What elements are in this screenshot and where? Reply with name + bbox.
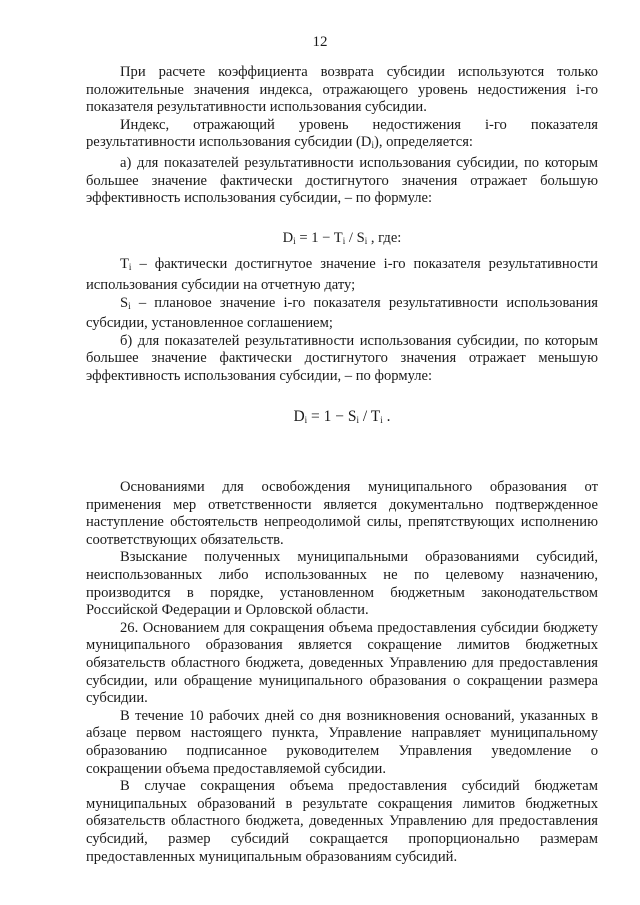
definition-s: [86, 295, 598, 333]
definition-t: [86, 256, 598, 294]
symbol-s: S: [120, 294, 129, 311]
formula-a-part-1: = 1 − T: [295, 229, 343, 246]
paragraph-clause-26: 26. Основанием для сокращения объема предоставления субсидии бюджету муниципального образования является сокращение лимитов бюджетных обязательств областного бюджета, доведенных Управлению для предоставления субсидии, или обращение муниципального образования о сокращении размера субсидии.: [86, 619, 598, 707]
paragraph-case-b: б) для показателей результативности использования субсидии, по которым большее значение фактически достигнутого значения отражает меньшую эффективность использования субсидии, – по формуле:: [86, 332, 598, 384]
paragraph-case-a: а) для показателей результативности использования субсидии, по которым большее значение фактически достигнутого значения отражает большую эффективность использования субсидии, – по формуле:: [86, 154, 598, 207]
index-definition-text: Индекс, отражающий уровень недостижения i-го показателя результативности использования субсидии (: [86, 116, 598, 151]
formula-case-a: [86, 230, 598, 251]
paragraph-coefficient-note: При расчете коэффициента возврата субсидии используются только положительные значения индекса, отражающего уровень недостижения i-го показателя результативности использования субсидии.: [86, 64, 598, 116]
formula-a-sub-3: i: [364, 235, 368, 246]
index-symbol: D: [360, 134, 372, 151]
paragraph-proportional-reduction: В случае сокращения объема предоставления субсидий бюджетам муниципальных образований в результате сокращения лимитов бюджетных обязательств областного бюджета, доведенных Управлению для предоставления субсидий, размер субсидий сокращается пропорционально размерам предоставленных муниципальным образованиям субсидий.: [86, 778, 598, 865]
formula-a-part-2: / S: [345, 229, 365, 246]
index-definition-tail: ), определяется:: [373, 134, 473, 151]
formula-a-sub-1: i: [293, 235, 296, 246]
formula-a-sub-2: i: [342, 235, 346, 246]
document-body: [86, 64, 598, 866]
formula-b-part-3: .: [382, 407, 391, 425]
formula-b-part-1: = 1 − S: [307, 407, 357, 425]
formula-b-sub-3: i: [380, 414, 383, 425]
definition-t-text: – фактически достигнутое значение i-го показателя результативности использования субсидии на отчетную дату;: [86, 256, 598, 293]
paragraph-force-majeure: Основаниями для освобождения муниципального образования от применения мер ответственности является документально подтвержденное наступление обстоятельств непреодолимой силы, препятствующих исполнению соответствующих обязательств.: [86, 479, 598, 548]
formula-b-sub-2: i: [356, 414, 360, 425]
page-number: 12: [312, 34, 328, 50]
formula-b-sub-1: i: [304, 414, 308, 425]
index-subscript: i: [371, 140, 374, 151]
paragraph-recovery: Взыскание полученных муниципальными образованиями субсидий, неиспользованных либо использованных не по целевому назначению, производится в порядке, установленном бюджетным законодательством Российской Федерации и Орловской области.: [86, 549, 598, 619]
symbol-t: T: [120, 256, 129, 273]
formula-case-b: [86, 408, 598, 430]
symbol-t-sub: i: [128, 262, 132, 273]
formula-a-part-3: , где:: [367, 229, 402, 246]
symbol-s-sub: i: [128, 300, 131, 311]
paragraph-index-definition: [86, 117, 598, 155]
paragraph-notification: В течение 10 рабочих дней со дня возникновения оснований, указанных в абзаце первом настоящего пункта, Управление направляет муниципальному образованию подписанное руководителем Управления уведомление о сокращении объема предоставляемой субсидии.: [86, 707, 598, 777]
formula-b-lhs: D: [293, 407, 305, 425]
definition-s-text: – плановое значение i-го показателя результативности использования субсидии, установленное соглашением;: [86, 294, 598, 332]
formula-a-lhs: D: [282, 229, 294, 246]
formula-b-part-2: / T: [359, 407, 381, 425]
